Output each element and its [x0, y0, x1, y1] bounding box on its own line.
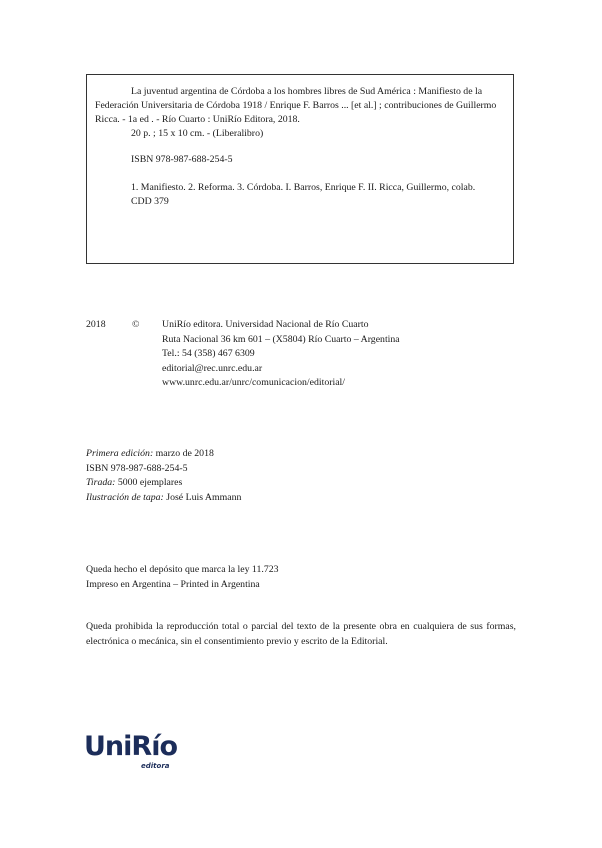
catalog-entry: La juventud argentina de Córdoba a los hombres libres de Sud América : Manifiesto de la Federación Universitaria de Córdoba 1918 / Enrique F. Barros ... [et al.] ; contribuciones de Guillermo Ricca. - 1a ed . - Río Cuarto : UniRío Editora, 2018.	[95, 86, 497, 125]
catalog-cdd: CDD 379	[131, 196, 169, 207]
edition-isbn: ISBN 978-987-688-254-5	[86, 462, 188, 474]
publisher-name: UniRío editora. Universidad Nacional de Río Cuarto	[162, 319, 369, 330]
reproduction-notice: Queda prohibida la reproducción total o parcial del texto de la presente obra en cualquiera de sus formas, electrónica o mecánica, sin el consentimiento previo y escrito de la Editorial.	[86, 620, 516, 647]
logo-wordmark: UniRío	[84, 731, 177, 762]
logo-subtitle: editora	[141, 762, 170, 770]
legal-block	[86, 563, 279, 592]
print-run: Tirada: 5000 ejemplares	[86, 477, 183, 488]
edition-block	[86, 447, 241, 505]
first-edition: Primera edición: marzo de 2018	[86, 448, 214, 459]
publisher-web: www.unrc.edu.ar/unrc/comunicacion/editorial/	[162, 377, 345, 388]
publisher-logo	[84, 732, 188, 784]
publisher-address: Ruta Nacional 36 km 601 – (X5804) Río Cuarto – Argentina	[162, 333, 400, 345]
catalog-subjects: 1. Manifiesto. 2. Reforma. 3. Córdoba. I. Barros, Enrique F. II. Ricca, Guillermo, colab.	[131, 182, 476, 193]
copyright-symbol: ©	[132, 319, 140, 330]
printed-in: Impreso en Argentina – Printed in Argentina	[86, 578, 260, 590]
publisher-email: editorial@rec.unrc.edu.ar	[162, 362, 263, 374]
cover-illustration: Ilustración de tapa: José Luis Ammann	[86, 491, 242, 503]
catalog-isbn: ISBN 978-987-688-254-5	[131, 154, 233, 165]
catalog-extent: 20 p. ; 15 x 10 cm. - (Liberalibro)	[131, 128, 264, 139]
copyright-year: 2018	[86, 319, 106, 330]
catalog-card	[86, 74, 514, 264]
legal-deposit: Queda hecho el depósito que marca la ley 11.723	[86, 564, 279, 575]
publisher-phone: Tel.: 54 (358) 467 6309	[162, 348, 255, 359]
